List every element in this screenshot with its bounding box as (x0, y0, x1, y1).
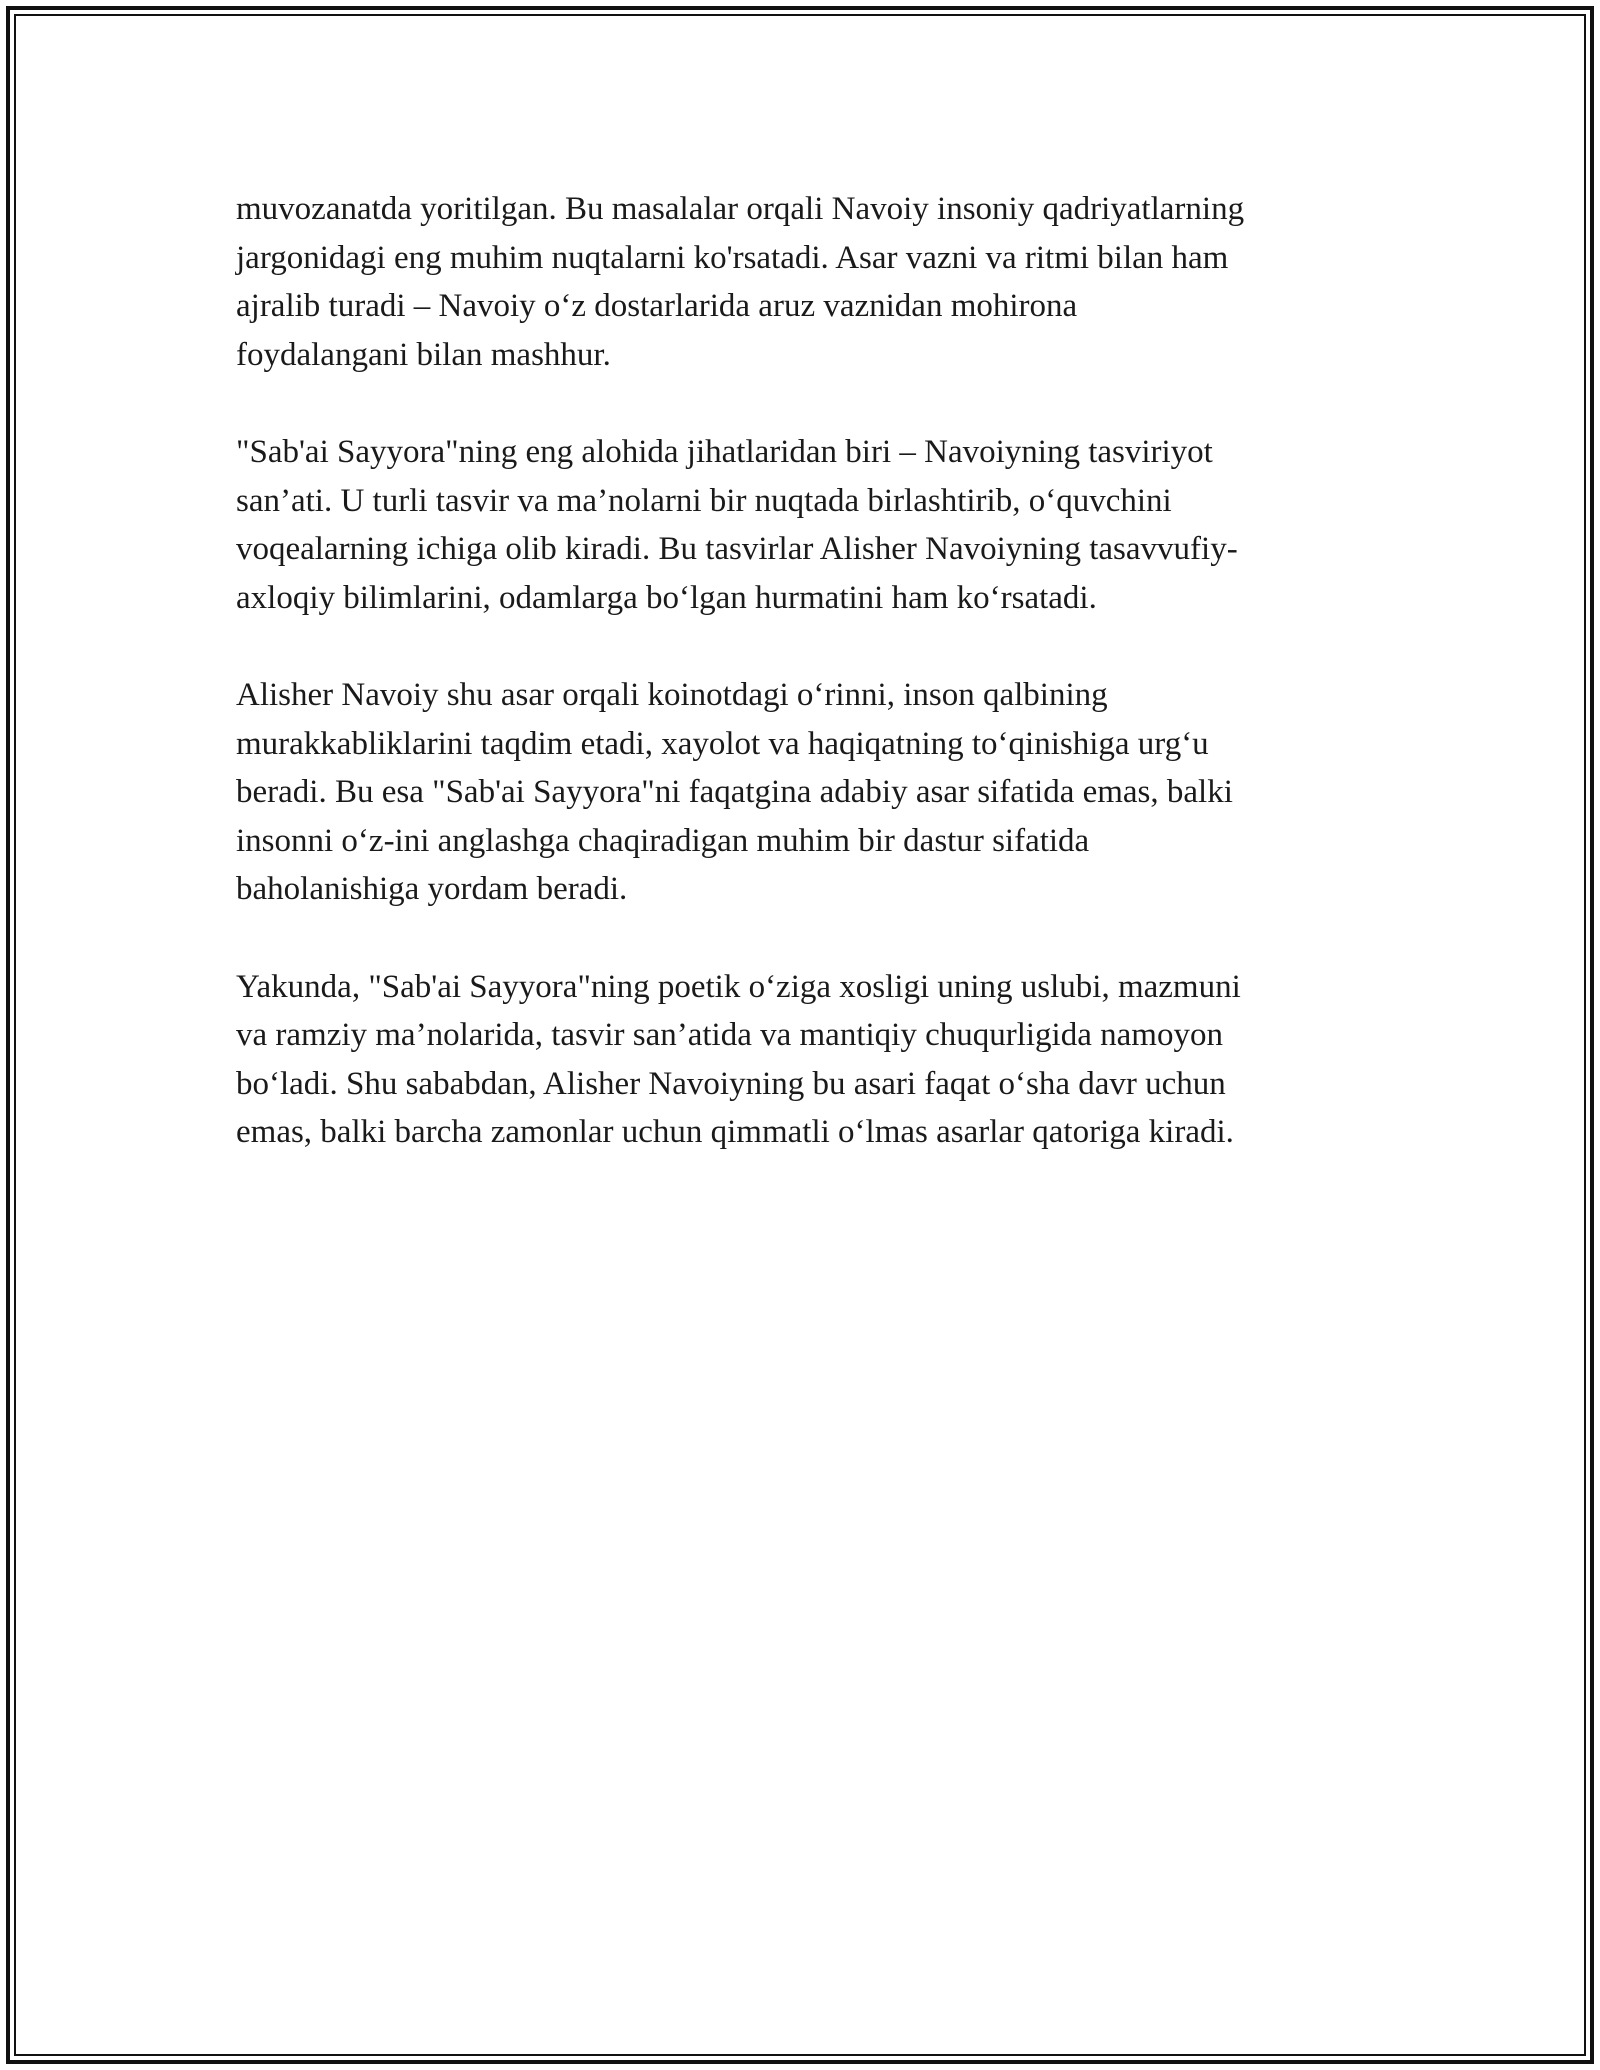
text-line: beradi. Bu esa "Sab'ai Sayyora"ni faqatgina adabiy asar sifatida emas, balki (236, 774, 1233, 810)
text-line: ajralib turadi – Navoiy oʻz dostarlarida aruz vaznidan mohirona (236, 288, 1078, 324)
text-line: jargonidagi eng muhim nuqtalarni ko'rsatadi. Asar vazni va ritmi bilan ham (236, 239, 1229, 276)
text-line: baholanishiga yordam beradi. (236, 871, 628, 907)
document-body (236, 185, 1376, 1206)
text-line: insonni oʻz-ini anglashga chaqiradigan muhim bir dastur sifatida (236, 822, 1090, 859)
text-line: "Sab'ai Sayyora"ning eng alohida jihatlaridan biri – Navoiyning tasviriyot (236, 434, 1213, 470)
text-line: san’ati. U turli tasvir va ma’nolarni bir nuqtada birlashtirib, oʻquvchini (236, 482, 1172, 519)
text-line: muvozanatda yoritilgan. Bu masalalar orqali Navoiy insoniy qadriyatlarning (236, 191, 1245, 227)
text-line: axloqiy bilimlarini, odamlarga boʻlgan hurmatini ham koʻrsatadi. (236, 579, 1097, 616)
paragraph-3 (236, 671, 1376, 914)
paragraph-1 (236, 185, 1376, 379)
text-line: Yakunda, "Sab'ai Sayyora"ning poetik oʻziga xosligi uning uslubi, mazmuni (236, 968, 1241, 1005)
text-line: va ramziy ma’nolarida, tasvir san’atida va mantiqiy chuqurligida namoyon (236, 1017, 1223, 1053)
text-line: foydalangani bilan mashhur. (236, 336, 611, 373)
paragraph-4 (236, 963, 1376, 1157)
text-line: boʻladi. Shu sababdan, Alisher Navoiyning bu asari faqat oʻsha davr uchun (236, 1065, 1226, 1102)
text-line: emas, balki barcha zamonlar uchun qimmatli oʻlmas asarlar qatoriga kiradi. (236, 1114, 1234, 1150)
text-line: murakkabliklarini taqdim etadi, xayolot va haqiqatning toʻqinishiga urgʻu (236, 725, 1209, 762)
text-line: Alisher Navoiy shu asar orqali koinotdagi oʻrinni, inson qalbining (236, 677, 1108, 713)
paragraph-2 (236, 428, 1376, 622)
text-line: voqealarning ichiga olib kiradi. Bu tasvirlar Alisher Navoiyning tasavvufiy- (236, 531, 1238, 567)
